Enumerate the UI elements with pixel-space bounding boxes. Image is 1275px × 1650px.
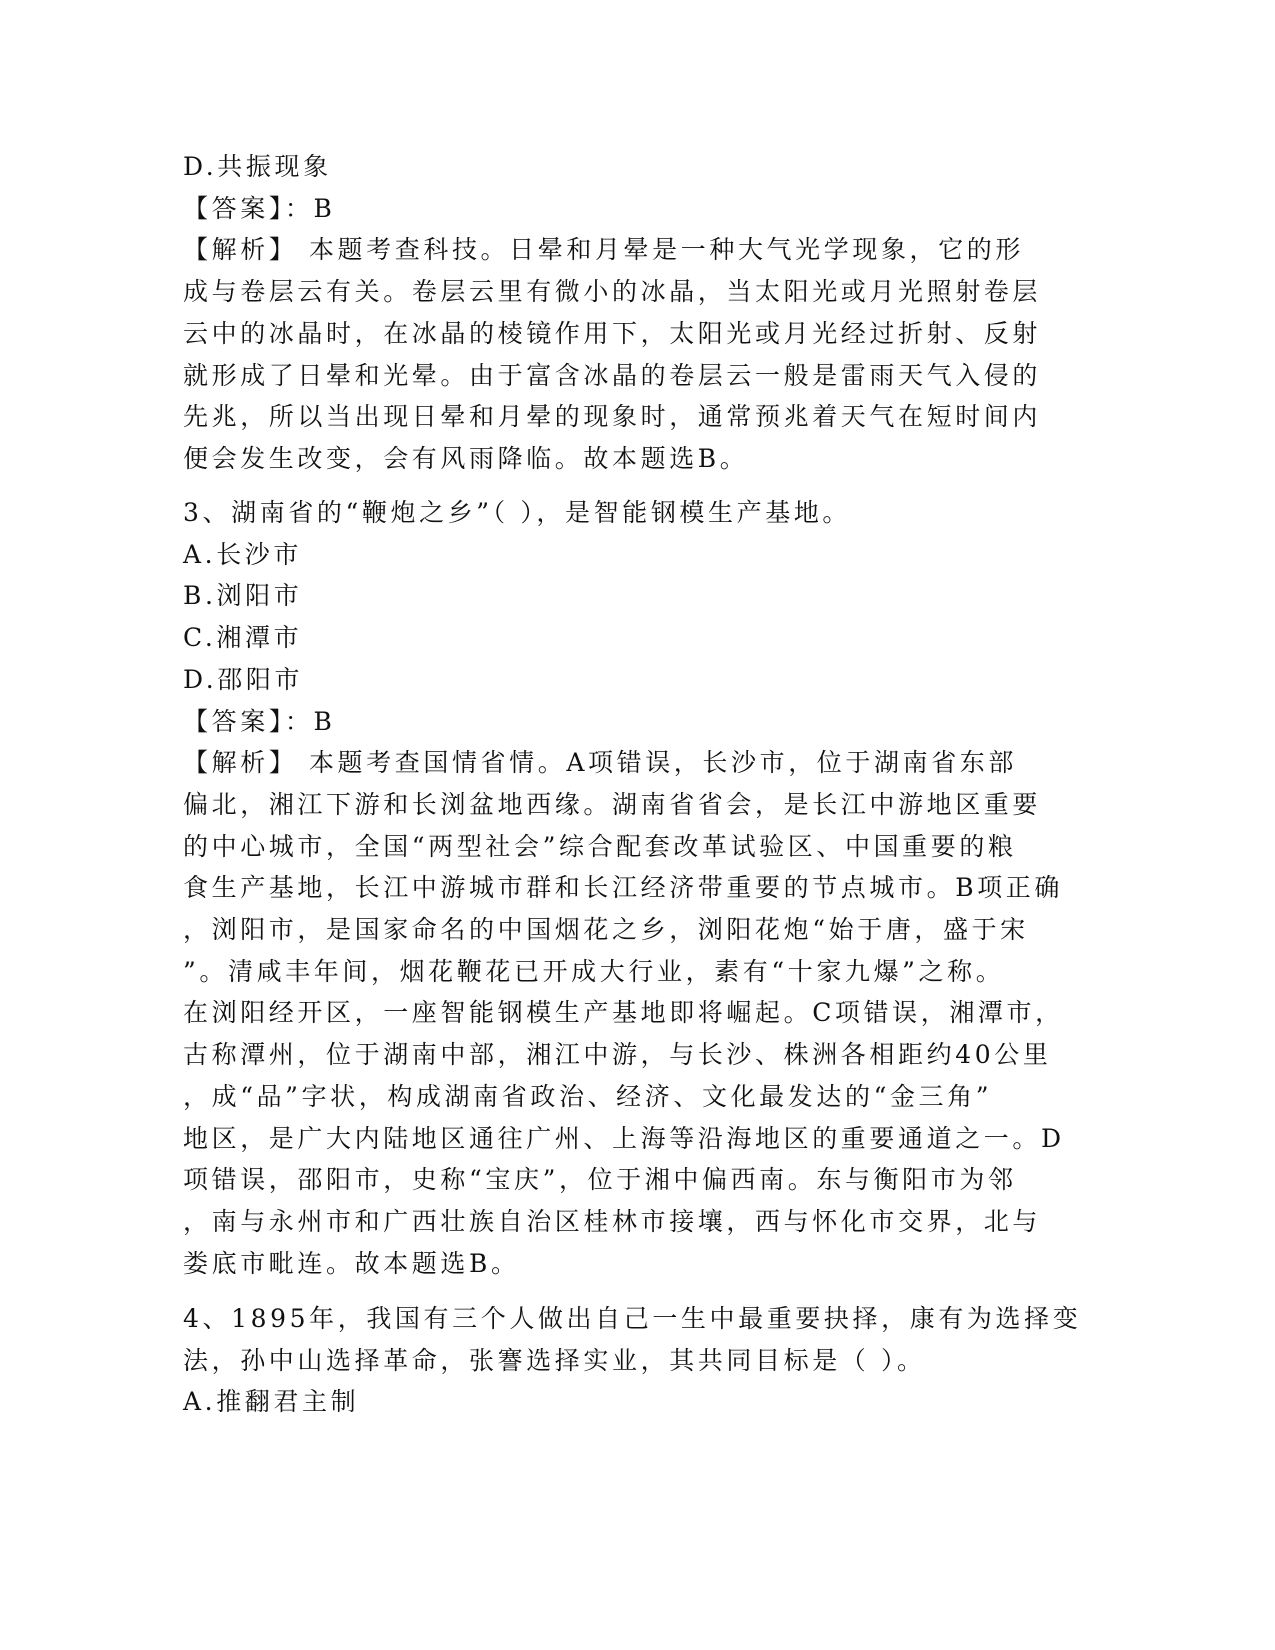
analysis-line: ，浏阳市，是国家命名的中国烟花之乡，浏阳花炮“始于唐，盛于宋 [183, 915, 1029, 945]
question-stem: 法，孙中山选择革命，张謇选择实业，其共同目标是（ ）。 [183, 1345, 926, 1375]
analysis-line: 的中心城市，全国“两型社会”综合配套改革试验区、中国重要的粮 [183, 831, 1017, 861]
option-d: D.共振现象 [183, 152, 332, 181]
question-stem: 3、湖南省的“鞭炮之乡”（ ），是智能钢模生产基地。 [183, 498, 852, 527]
question-stem: 4、1895年，我国有三个人做出自己一生中最重要抉择，康有为选择变 [183, 1304, 1082, 1333]
analysis-line: 古称潭州，位于湖南中部，湘江中游，与长沙、株洲各相距约40公里 [183, 1040, 1052, 1070]
option-d: D.邵阳市 [183, 664, 304, 694]
answer-line: 【答案】：B [183, 706, 336, 736]
analysis-line: 食生产基地，长江中游城市群和长江经济带重要的节点城市。B项正确 [183, 873, 1063, 903]
analysis-line: 偏北，湘江下游和长浏盆地西缘。湖南省省会，是长江中游地区重要 [183, 789, 1042, 819]
option-c: C.湘潭市 [183, 623, 303, 653]
analysis-line: 【解析】 本题考查国情省情。A项错误，长沙市，位于湖南省东部 [183, 748, 1018, 778]
answer-line: 【答案】：B [183, 193, 336, 223]
question-3 [183, 492, 1063, 1284]
analysis-line: 先兆，所以当出现日晕和月晕的现象时，通常预兆着天气在短时间内 [183, 402, 1042, 432]
analysis-line: 娄底市毗连。故本题选B。 [183, 1248, 520, 1278]
analysis-line: ，成“品”字状，构成湖南省政治、经济、文化最发达的“金三角” [183, 1081, 993, 1111]
analysis-line: 便会发生改变，会有风雨降临。故本题选B。 [183, 443, 749, 473]
analysis-line: 在浏阳经开区，一座智能钢模生产基地即将崛起。C项错误，湘潭市， [183, 998, 1064, 1028]
option-b: B.浏阳市 [183, 581, 303, 611]
analysis-line: ，南与永州市和广西壮族自治区桂林市接壤，西与怀化市交界，北与 [183, 1206, 1042, 1236]
analysis-line: ”。清咸丰年间，烟花鞭花已开成大行业，素有“十家九爆”之称。 [183, 956, 1005, 986]
option-a: A.推翻君主制 [183, 1387, 360, 1417]
analysis-line: 地区，是广大内陆地区通往广州、上海等沿海地区的重要通道之一。D [183, 1123, 1065, 1153]
analysis-line: 成与卷层云有关。卷层云里有微小的冰晶，当太阳光或月光照射卷层 [183, 277, 1042, 307]
question-2-tail [183, 146, 1063, 480]
option-a: A.长沙市 [183, 539, 303, 569]
analysis-line: 【解析】 本题考查科技。日晕和月晕是一种大气光学现象，它的形 [183, 235, 1024, 265]
analysis-line: 项错误，邵阳市，史称“宝庆”，位于湘中偏西南。东与衡阳市为邻 [183, 1165, 1017, 1195]
question-4 [183, 1298, 1082, 1423]
analysis-line: 云中的冰晶时，在冰晶的棱镜作用下，太阳光或月光经过折射、反射 [183, 318, 1042, 348]
analysis-line: 就形成了日晕和光晕。由于富含冰晶的卷层云一般是雷雨天气入侵的 [183, 360, 1042, 390]
